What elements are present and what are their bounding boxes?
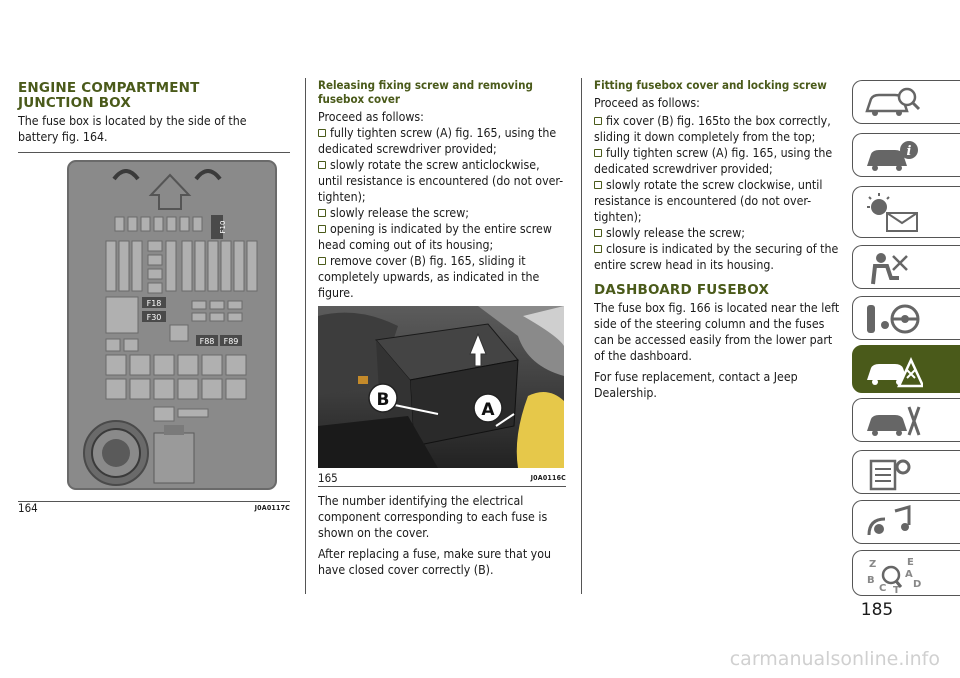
index-letter: B <box>867 575 875 586</box>
figure-caption-165 <box>318 472 566 485</box>
subheading-fitting-cover: Fitting fusebox cover and locking screw <box>594 78 827 92</box>
callout-label-b: B <box>376 390 390 410</box>
tab-multimedia[interactable] <box>852 500 960 544</box>
list-item <box>318 205 566 221</box>
car-info-icon <box>863 138 923 174</box>
checkbox-bullet-icon <box>318 161 326 169</box>
warning-lights-icon <box>863 191 923 235</box>
svg-text:i: i <box>906 144 912 159</box>
intro-text: Proceed as follows: <box>318 110 424 124</box>
column-3 <box>594 78 842 406</box>
car-search-icon <box>863 85 923 121</box>
index-letter: Z <box>869 559 877 570</box>
list-item-text: slowly release the screw; <box>606 226 745 240</box>
index-letter: D <box>913 579 922 590</box>
key-steering-icon <box>863 301 923 337</box>
car-warning-icon <box>863 350 923 390</box>
figure-code: J0A0117C <box>254 504 290 512</box>
tab-index[interactable] <box>852 550 960 596</box>
column-1 <box>18 78 290 515</box>
multimedia-icon <box>863 505 923 541</box>
checkbox-bullet-icon <box>594 117 602 125</box>
release-steps-list <box>318 125 566 301</box>
specifications-icon <box>863 455 923 491</box>
section-heading-engine-compartment <box>18 81 290 111</box>
list-item <box>594 145 842 177</box>
list-item-text: opening is indicated by the entire screw head coming out of its housing; <box>318 222 552 252</box>
tab-car-warning[interactable] <box>852 345 960 393</box>
column-divider-1 <box>305 78 306 594</box>
figure-165 <box>318 306 566 487</box>
tab-car-search[interactable] <box>852 80 960 124</box>
index-letter: C <box>879 583 887 594</box>
figure-bottom-rule <box>318 486 566 487</box>
index-letter: A <box>905 569 913 580</box>
tab-warning-lights[interactable] <box>852 186 960 238</box>
tab-car-info[interactable] <box>852 133 960 177</box>
figure-top-rule <box>18 152 290 153</box>
checkbox-bullet-icon <box>594 245 602 253</box>
list-item <box>594 241 842 273</box>
heading-line-2: JUNCTION BOX <box>18 95 131 111</box>
checkbox-bullet-icon <box>594 149 602 157</box>
figure-number: 165 <box>318 471 338 485</box>
index-icon <box>863 555 933 595</box>
list-item-text: slowly rotate the screw clockwise, until resistance is encountered (do not over-tighten); <box>594 178 823 224</box>
figure-164 <box>18 157 290 515</box>
callout-label-a: A <box>481 400 495 420</box>
fitting-steps-list <box>594 113 842 273</box>
list-item <box>318 125 566 157</box>
watermark: carmanualsonline.info <box>729 648 940 670</box>
checkbox-bullet-icon <box>594 181 602 189</box>
figure-caption-164 <box>18 502 290 515</box>
dealership-paragraph: For fuse replacement, contact a Jeep Dealership. <box>594 370 798 400</box>
checkbox-bullet-icon <box>318 225 326 233</box>
fuse-label-f18: F18 <box>146 299 162 308</box>
fuse-number-paragraph: The number identifying the electrical component corresponding to each fuse is shown on the cover. <box>318 494 548 540</box>
checkbox-bullet-icon <box>318 129 326 137</box>
tab-specifications[interactable] <box>852 450 960 494</box>
dashboard-fusebox-paragraph: The fuse box fig. 166 is located near the left side of the steering column and the fuses can be accessed easily from the lower part of the dashboard. <box>594 301 840 363</box>
list-item-text: closure is indicated by the securing of the entire screw head in its housing. <box>594 242 839 272</box>
figure-code: J0A0116C <box>530 474 566 482</box>
list-item <box>594 113 842 145</box>
fusebox-cover-illustration <box>18 157 290 495</box>
tab-airbag-seat[interactable] <box>852 245 960 289</box>
tab-key-steering[interactable] <box>852 296 960 340</box>
index-letter: E <box>907 557 914 568</box>
intro-text: Proceed as follows: <box>594 96 700 110</box>
section-heading-dashboard-fusebox: DASHBOARD FUSEBOX <box>594 282 770 298</box>
list-item-text: slowly rotate the screw anticlockwise, until resistance is encountered (do not over-tighten); <box>318 158 564 204</box>
fuse-label-f88: F88 <box>199 337 215 346</box>
list-item-text: fix cover (B) fig. 165to the box correctly, sliding it down completely from the top; <box>594 114 831 144</box>
list-item <box>594 225 842 241</box>
list-item-text: slowly release the screw; <box>330 206 469 220</box>
fuse-label-f30: F30 <box>146 313 162 322</box>
engine-fusebox-paragraph: The fuse box is located by the side of the battery fig. 164. <box>18 114 247 144</box>
fuse-label-f10: F10 <box>219 220 227 234</box>
fusebox-photo <box>318 306 564 468</box>
tab-car-service[interactable] <box>852 398 960 442</box>
checkbox-bullet-icon <box>318 257 326 265</box>
subheading-releasing-screw: Releasing fixing screw and removing fusebox cover <box>318 78 533 106</box>
figure-number: 164 <box>18 501 38 515</box>
index-letter: T <box>893 585 900 595</box>
car-service-icon <box>863 403 923 439</box>
column-divider-2 <box>581 78 582 594</box>
list-item <box>318 221 566 253</box>
heading-line-1: ENGINE COMPARTMENT <box>18 80 200 96</box>
list-item-text: remove cover (B) fig. 165, sliding it completely upwards, as indicated in the figure. <box>318 254 540 300</box>
checkbox-bullet-icon <box>318 209 326 217</box>
page-number: 185 <box>860 600 894 620</box>
list-item-text: fully tighten screw (A) fig. 165, using the dedicated screwdriver provided; <box>318 126 557 156</box>
close-cover-paragraph: After replacing a fuse, make sure that you have closed cover correctly (B). <box>318 547 551 577</box>
fuse-label-f89: F89 <box>223 337 239 346</box>
list-item <box>594 177 842 225</box>
airbag-seat-icon <box>863 250 923 286</box>
list-item-text: fully tighten screw (A) fig. 165, using the dedicated screwdriver provided; <box>594 146 833 176</box>
list-item <box>318 157 566 205</box>
column-2 <box>318 78 566 583</box>
checkbox-bullet-icon <box>594 229 602 237</box>
list-item <box>318 253 566 301</box>
